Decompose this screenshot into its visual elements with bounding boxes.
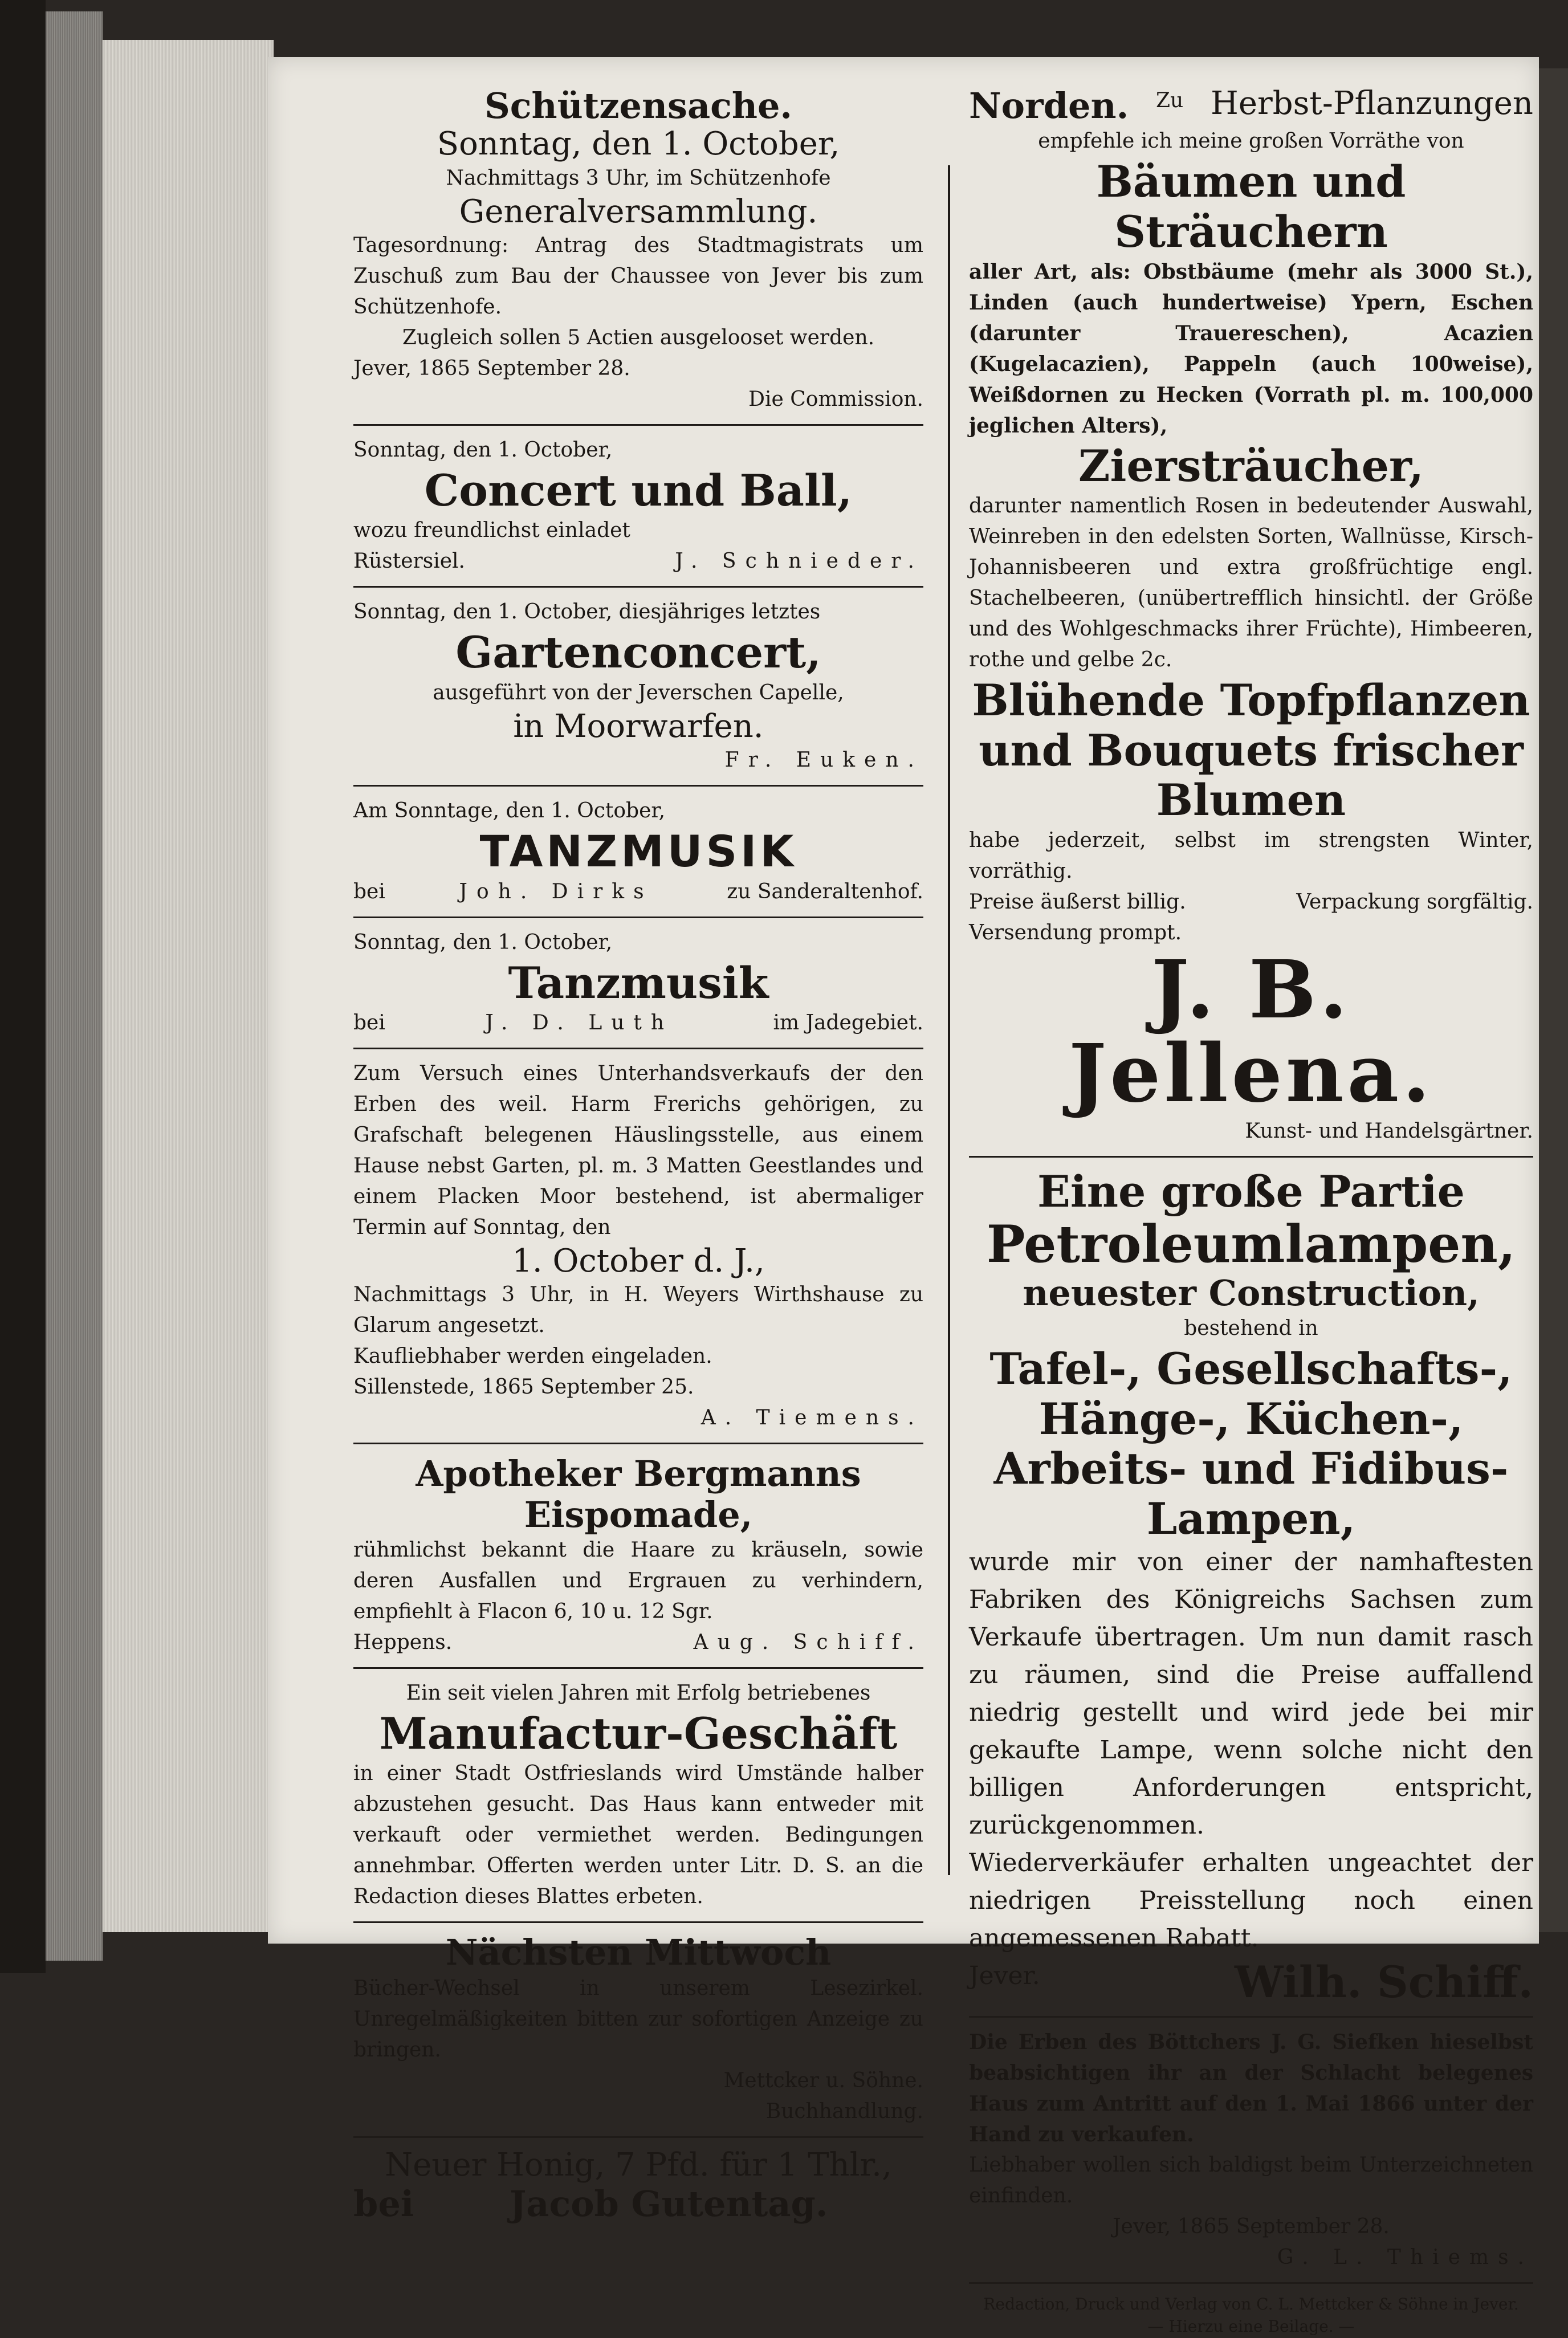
ad-naechsten-mittwoch	[353, 1932, 923, 2127]
ad-note: Zugleich sollen 5 Actien ausgelooset werden.	[402, 326, 875, 350]
ad-footer-line	[969, 1957, 1533, 2007]
ad-schuetzensache	[353, 85, 923, 415]
ad-dateline: Jever, 1865 September 28.	[353, 357, 630, 381]
ad-title-sub: neuester Construction,	[1023, 1272, 1480, 1314]
facing-page-shadow	[1539, 68, 1568, 1932]
ad-separator	[969, 1156, 1533, 1158]
ad-signature: Wilh. Schiff.	[1234, 1956, 1533, 2007]
ad-jellena	[969, 85, 1533, 1147]
ad-intro-line	[969, 85, 1533, 126]
ad-agenda: Tagesordnung: Antrag des Stadtmagistrats um Zuschuß zum Bau der Chaussee von Jever bis zum Schützenhofe.	[353, 234, 923, 319]
ad-shipping: Versendung prompt.	[969, 920, 1182, 944]
ad-eispomade	[353, 1453, 923, 1658]
ad-intro-pre: Zu	[1156, 89, 1184, 112]
ad-title: Eine große Partie	[1037, 1166, 1465, 1217]
ad-dateline: Jever, 1865 September 28.	[1113, 2215, 1390, 2239]
ad-name-line	[353, 877, 923, 907]
column-divider	[948, 165, 950, 1875]
ad-manufactur	[353, 1678, 923, 1912]
ad-date: Sonntag, den 1. October,	[353, 930, 613, 954]
page-stack-edge	[103, 40, 274, 1932]
ad-separator	[353, 917, 923, 918]
ad-title: Manufactur-Geschäft	[379, 1708, 898, 1759]
ad-signature-sub: Buchhandlung.	[765, 2099, 923, 2123]
ad-pre: bei	[353, 879, 385, 903]
ad-separator	[353, 1921, 923, 1923]
ad-gartenconcert	[353, 597, 923, 776]
ad-time: Nachmittags 3 Uhr, in H. Weyers Wirthshause zu Glarum angesetzt.	[353, 1283, 923, 1338]
ad-intro-title: Herbst-Pflanzungen	[1211, 85, 1533, 122]
ad-signature: Fr. Euken.	[724, 748, 923, 772]
ad-title-shrubs: Ziersträucher,	[1078, 441, 1424, 492]
ad-date: Sonntag, den 1. October,	[437, 125, 840, 163]
ad-subtitle: Kunst- und Handelsgärtner.	[1245, 1119, 1533, 1143]
footer-separator	[969, 2282, 1533, 2284]
ad-place: Norden.	[969, 85, 1129, 127]
ad-petroleumlampen	[969, 1167, 1533, 2007]
ad-text: Die Erben des Böttchers J. G. Siefken hieselbst beabsichtigen ihr an der Schlacht belegenes Haus zum Antritt auf den 1. Mai 1866 unter der Hand zu verkaufen.	[969, 2030, 1533, 2147]
ad-name: Joh. Dirks	[459, 879, 653, 903]
ad-title-flowers: Blühende Topfpflanzen und Bouquets frischer Blumen	[972, 675, 1530, 826]
ad-title: Concert und Ball,	[424, 465, 853, 516]
ad-text-flowers: habe jederzeit, selbst im strengsten Winter, vorräthig.	[969, 828, 1533, 883]
ad-place: zu Sanderaltenhof.	[727, 879, 923, 903]
ad-text: rühmlichst bekannt die Haare zu kräuseln, sowie deren Ausfallen und Ergrauen zu verhindern, empfiehlt à Flacon 6, 10 u. 12 Sgr.	[353, 1538, 923, 1624]
ad-text: in einer Stadt Ostfrieslands wird Umstände halber abzustehen gesucht. Das Haus kann entweder mit verkauft oder vermiethet werden. Bedingungen annehmbar. Offerten werden unter Litr. D. S. an die Redaction dieses Blattes erbeten.	[353, 1762, 923, 1909]
ad-name: J. B. Jellena.	[1069, 943, 1433, 1121]
ad-title-types: Tafel-, Gesellschafts-, Hänge-, Küchen-, Arbeits- und Fidibus-Lampen,	[989, 1343, 1513, 1544]
ad-text: Bücher-Wechsel in unserem Lesezirkel. Unregelmäßigkeiten bitten zur sofortigen Anzeige zu bringen.	[353, 1976, 923, 2062]
ad-separator	[353, 1048, 923, 1049]
ad-title: Apotheker Bergmanns Eispomade,	[416, 1453, 861, 1535]
ad-text: bestehend in	[1184, 1317, 1318, 1341]
ad-siefken-haus	[969, 2027, 1533, 2273]
ad-title: TANZMUSIK	[479, 826, 797, 877]
ad-footer-line	[353, 546, 923, 577]
ad-tanzmusik-luth	[353, 927, 923, 1038]
footer-supplement: — Hierzu eine Beilage. —	[1147, 2317, 1355, 2336]
book-block-edge	[46, 11, 103, 1961]
ad-title-trees: Bäumen und Sträuchern	[1096, 156, 1406, 257]
ad-prices: Preise äußerst billig.	[969, 890, 1186, 914]
ad-title: Nächsten Mittwoch	[445, 1932, 832, 1974]
ad-place: Rüstersiel.	[353, 549, 465, 573]
ad-text-2: Liebhaber wollen sich baldigst beim Unterzeichneten einfinden.	[969, 2153, 1533, 2208]
ad-separator	[353, 1443, 923, 1444]
right-column	[969, 85, 1533, 2338]
ad-date: 1. October d. J.,	[512, 1243, 765, 1280]
ad-separator	[353, 586, 923, 588]
ad-name: J. D. Luth	[485, 1011, 674, 1035]
ad-place: Jever.	[969, 1961, 1040, 1990]
ad-date: Am Sonntage, den 1. October,	[353, 799, 666, 823]
ad-signature: G. L. Thiems.	[1277, 2246, 1533, 2270]
ad-time: Nachmittags 3 Uhr, im Schützenhofe	[446, 166, 831, 190]
ad-dateline: Sillenstede, 1865 September 25.	[353, 1375, 694, 1399]
ad-text-shrubs: darunter namentlich Rosen in bedeutender Auswahl, Weinreben in den edelsten Sorten, Wallnüsse, Kirsch-Johannisbeeren und extra großfrüchtige engl. Stachelbeeren, (unübertrefflich hinsichtl. der Größe und des Wohlgeschmacks ihrer Früchte), Himbeeren, rothe und gelbe 2c.	[969, 494, 1533, 672]
ad-text: wozu freundlichst einladet	[353, 519, 630, 543]
ad-title: Gartenconcert,	[455, 627, 821, 678]
ad-place: Heppens.	[353, 1631, 453, 1655]
ad-intro: Ein seit vielen Jahren mit Erfolg betriebenes	[406, 1681, 871, 1705]
ad-title: Neuer Honig, 7 Pfd. für 1 Thlr.,	[385, 2146, 892, 2184]
ad-concert	[353, 435, 923, 577]
ad-text: ausgeführt von der Jeverschen Capelle,	[433, 681, 844, 704]
ad-separator	[353, 424, 923, 426]
ad-text-trees: aller Art, als: Obstbäume (mehr als 3000 St.), Linden (auch hundertweise) Ypern, Eschen (darunter Trauereschen), Acazien (Kugelacazien), Pappeln (auch 100weise), Weißdornen zu Hecken (Vorrath pl. m. 100,000 jeglichen Alters),	[969, 260, 1533, 438]
ad-signature: Die Commission.	[748, 388, 923, 412]
footer-imprint: Redaction, Druck und Verlag von C. L. Mettcker & Söhne in Jever.	[983, 2295, 1519, 2314]
ad-signature: A. Tiemens.	[700, 1406, 923, 1430]
ad-name-line	[353, 1008, 923, 1038]
ad-name-line	[353, 2184, 923, 2224]
ad-signature: J. Schnieder.	[675, 549, 923, 573]
ad-title-main: Petroleumlampen,	[986, 1214, 1516, 1275]
ad-title: Tanzmusik	[508, 957, 769, 1008]
ad-name: Jacob Gutentag.	[509, 2183, 828, 2225]
left-column	[353, 85, 923, 2224]
ad-separator	[353, 2136, 923, 2138]
ad-place: im Jadegebiet.	[773, 1011, 923, 1035]
ad-title: Schützensache.	[484, 85, 792, 127]
ad-place: in Moorwarfen.	[513, 707, 764, 745]
ad-date: Sonntag, den 1. October, diesjähriges letztes	[353, 600, 821, 624]
ad-separator	[353, 1667, 923, 1669]
ad-tanzmusik-dirks	[353, 796, 923, 907]
book-spine	[0, 0, 46, 1973]
ad-signature: Aug. Schiff.	[693, 1631, 923, 1655]
ad-terms-line	[969, 887, 1533, 918]
ad-intro-text: empfehle ich meine großen Vorräthe von	[1038, 129, 1464, 153]
ad-separator	[969, 2016, 1533, 2018]
ad-pre: bei	[353, 2183, 414, 2225]
ad-footer-line	[353, 1627, 923, 1658]
ad-separator	[353, 785, 923, 787]
ad-invite: Kaufliebhaber werden eingeladen.	[353, 1345, 712, 1368]
ad-date: Sonntag, den 1. October,	[353, 438, 613, 462]
ad-unterhandsverkauf	[353, 1058, 923, 1433]
ad-text-resellers: Wiederverkäufer erhalten ungeachtet der niedrigen Preisstellung noch einen angemessenen Rabatt.	[969, 1848, 1533, 1953]
ad-honig	[353, 2147, 923, 2225]
ad-text-body: wurde mir von einer der namhaftesten Fabriken des Königreichs Sachsen zum Verkaufe übertragen. Um nun damit rasch zu räumen, sind die Preise auffallend niedrig gestellt und wird jede bei mir gekaufte Lampe, wenn solche nicht den billigen Anforderungen entspricht, zurückgenommen.	[969, 1547, 1533, 1840]
ad-signature: Mettcker u. Söhne.	[723, 2068, 923, 2092]
ad-text: Zum Versuch eines Unterhandsverkaufs der den Erben des weil. Harm Frerichs gehörigen, zu Grafschaft belegenen Häuslingsstelle, aus einem Hause nebst Garten, pl. m. 3 Matten Geestlandes und einem Placken Moor bestehend, ist abermaliger Termin auf Sonntag, den	[353, 1062, 923, 1240]
ad-event: Generalversammlung.	[459, 193, 818, 230]
ad-packing: Verpackung sorgfältig.	[1296, 890, 1533, 914]
page-footer	[969, 2293, 1533, 2337]
ad-pre: bei	[353, 1011, 385, 1035]
